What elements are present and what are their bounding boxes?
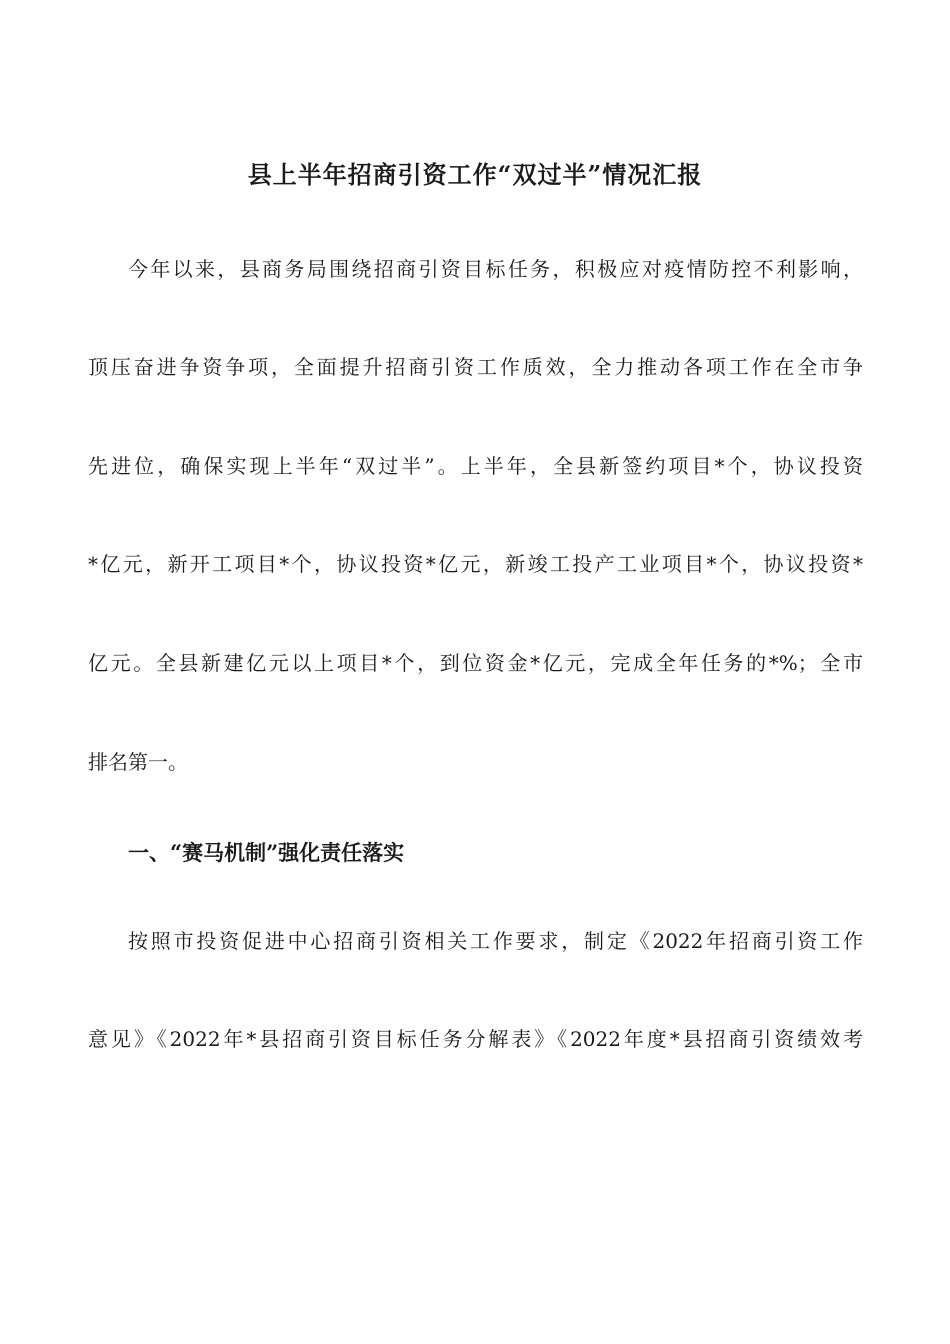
paragraph-line: 亿元。全县新建亿元以上项目*个，到位资金*亿元，完成全年任务的*%；全市 xyxy=(88,651,863,675)
paragraph-line: 排名第一。 xyxy=(88,750,188,774)
document-title: 县上半年招商引资工作“双过半”情况汇报 xyxy=(247,160,703,189)
paragraph-line: 按照市投资促进中心招商引资相关工作要求，制定《2022年招商引资工作 xyxy=(128,929,863,953)
section-heading: 一、“赛马机制”强化责任落实 xyxy=(128,840,405,865)
paragraph-line: 顶压奋进争资争项，全面提升招商引资工作质效，全力推动各项工作在全市争 xyxy=(88,355,863,379)
paragraph-line: *亿元，新开工项目*个，协议投资*亿元，新竣工投产工业项目*个，协议投资* xyxy=(88,552,863,576)
paragraph-line: 意见》《2022年*县招商引资目标任务分解表》《2022年度*县招商引资绩效考 xyxy=(88,1027,863,1051)
paragraph-line: 先进位，确保实现上半年“双过半”。上半年，全县新签约项目*个，协议投资 xyxy=(88,454,863,478)
paragraph-line: 今年以来，县商务局围绕招商引资目标任务，积极应对疫情防控不利影响， xyxy=(128,257,863,281)
